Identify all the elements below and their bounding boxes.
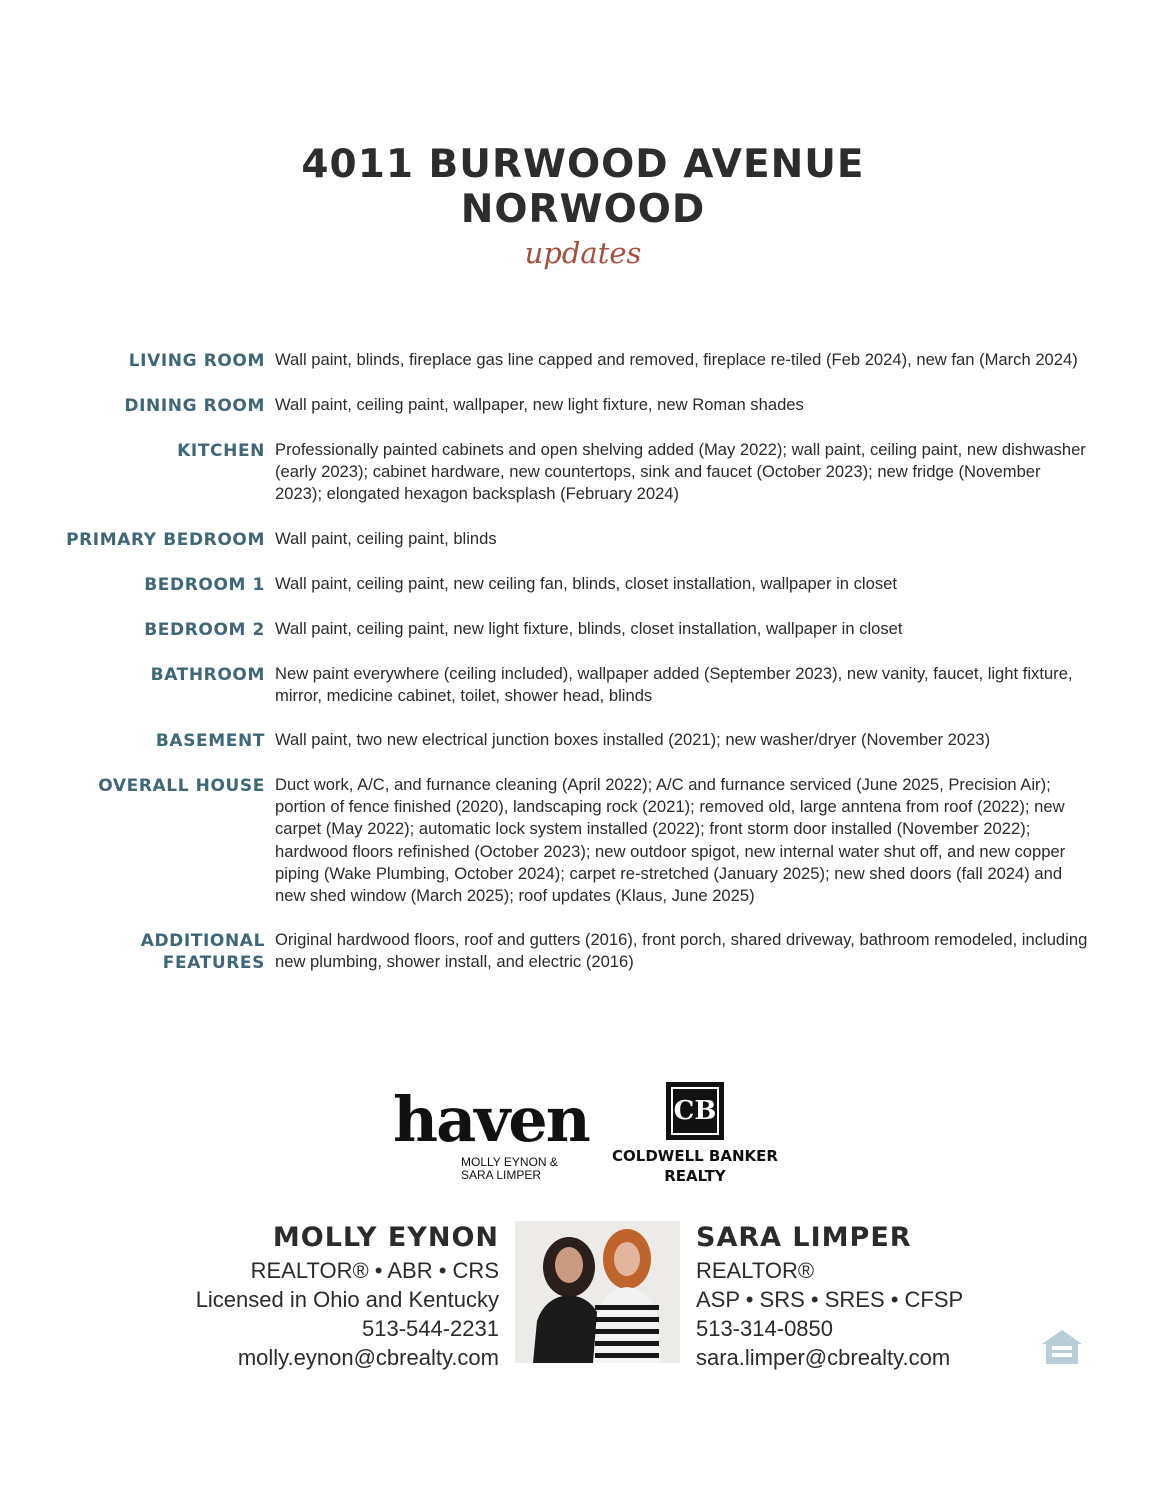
room-label-line: BASEMENT [155, 731, 265, 752]
update-row [0, 729, 1166, 752]
cb-wordmark [605, 1146, 785, 1186]
update-description: Professionally painted cabinets and open shelving added (May 2022); wall paint, ceiling paint, new dishwasher (early 2023); cabinet hardware, new countertops, sink and faucet (October 2023); new fridge (November 2023); elongated hexagon backsplash (February 2024) [275, 440, 1086, 504]
room-label [0, 774, 265, 907]
update-description: Wall paint, two new electrical junction boxes installed (2021); new washer/dryer (November 2023) [275, 730, 991, 750]
agent-email[interactable]: sara.limper@cbrealty.com [696, 1345, 951, 1370]
update-row [0, 618, 1166, 641]
room-label-line: PRIMARY BEDROOM [66, 529, 265, 550]
update-row [0, 349, 1166, 372]
room-label [0, 528, 265, 551]
agent-phone[interactable]: 513-544-2231 [361, 1316, 499, 1341]
agent-sara [696, 1220, 963, 1372]
update-description: Wall paint, blinds, fireplace gas line capped and removed, fireplace re-tiled (Feb 2024), new fan (March 2024) [275, 350, 1078, 369]
agent-email[interactable]: molly.eynon@cbrealty.com [237, 1345, 499, 1370]
update-description: Wall paint, ceiling paint, blinds [275, 528, 497, 548]
room-label-line: FEATURES [162, 953, 265, 974]
room-label-line: ADDITIONAL [140, 931, 265, 952]
update-row [0, 929, 1166, 974]
page-header [0, 142, 1166, 273]
room-label-line: DINING ROOM [124, 396, 265, 416]
room-label-line: LIVING ROOM [128, 351, 265, 371]
room-label-line: BEDROOM 2 [144, 619, 265, 640]
agents-photo-illustration [515, 1221, 680, 1363]
agent-name: SARA LIMPER [696, 1222, 912, 1253]
update-description: Original hardwood floors, roof and gutters (2016), front porch, shared driveway, bathroom remodeled, including new plumbing, shower install, and electric (2016) [275, 930, 1088, 972]
haven-tagline-line-1: MOLLY EYNON & [461, 1155, 558, 1169]
room-label [0, 394, 265, 417]
update-description: Wall paint, ceiling paint, new light fixture, blinds, closet installation, wallpaper in closet [275, 618, 903, 638]
room-label [0, 349, 265, 372]
room-label [0, 573, 265, 596]
agent-molly [196, 1220, 499, 1372]
update-row [0, 663, 1166, 707]
haven-logo [393, 1083, 589, 1182]
equal-housing-icon [1040, 1328, 1084, 1366]
agents-photo [515, 1221, 680, 1363]
agent-phone[interactable]: 513-314-0850 [696, 1316, 834, 1341]
coldwell-banker-logo [605, 1082, 785, 1186]
room-label-line: OVERALL HOUSE [98, 776, 265, 797]
haven-tagline [461, 1156, 558, 1182]
room-label-line: BATHROOM [150, 664, 265, 685]
update-row [0, 573, 1166, 596]
room-label [0, 618, 265, 641]
cb-line-2: REALTY [664, 1167, 726, 1185]
subtitle: updates [524, 236, 642, 270]
agent-credentials: REALTOR® • ABR • CRS [250, 1258, 499, 1283]
logos [0, 1080, 1166, 1190]
room-label [0, 439, 265, 506]
cb-line-1: COLDWELL BANKER [612, 1147, 778, 1165]
agent-designations: ASP • SRS • SRES • CFSP [696, 1287, 964, 1312]
room-label [0, 663, 265, 707]
agent-name: MOLLY EYNON [272, 1222, 499, 1253]
update-row [0, 439, 1166, 506]
update-row [0, 394, 1166, 417]
haven-tagline-line-2: SARA LIMPER [461, 1168, 542, 1182]
haven-wordmark: haven [393, 1083, 589, 1156]
cb-mark: CB [666, 1082, 724, 1140]
update-description: Wall paint, ceiling paint, new ceiling fan, blinds, closet installation, wallpaper in closet [275, 573, 897, 593]
update-row [0, 528, 1166, 551]
update-description: New paint everywhere (ceiling included), wallpaper added (September 2023), new vanity, faucet, light fixture, mirror, medicine cabinet, toilet, shower head, blinds [275, 663, 1073, 705]
update-row [0, 774, 1166, 907]
updates-list [0, 349, 1166, 996]
update-description: Duct work, A/C, and furnance cleaning (April 2022); A/C and furnance serviced (June 2025, Precision Air); portion of fence finished (2020), landscaping rock (2021); removed old, large anntena from roof (2022); new carpet (May 2022); automatic lock system installed (2022); front storm door installed (November 2022); hardwood floors refinished (October 2023); new outdoor spigot, new internal water shut off, and new copper piping (Wake Plumbing, October 2024); carpet re-stretched (January 2025); new shed doors (fall 2024) and new shed window (March 2025); roof updates (Klaus, June 2025) [275, 775, 1066, 906]
agent-license: Licensed in Ohio and Kentucky [195, 1287, 499, 1312]
update-description: Wall paint, ceiling paint, wallpaper, new light fixture, new Roman shades [275, 395, 804, 414]
room-label-line: BEDROOM 1 [144, 574, 265, 595]
agent-credentials: REALTOR® [696, 1258, 815, 1283]
address-line: 4011 BURWOOD AVENUE [301, 142, 865, 187]
room-label-line: KITCHEN [177, 441, 265, 461]
city-line: NORWOOD [460, 187, 706, 232]
room-label [0, 729, 265, 752]
room-label [0, 929, 265, 974]
